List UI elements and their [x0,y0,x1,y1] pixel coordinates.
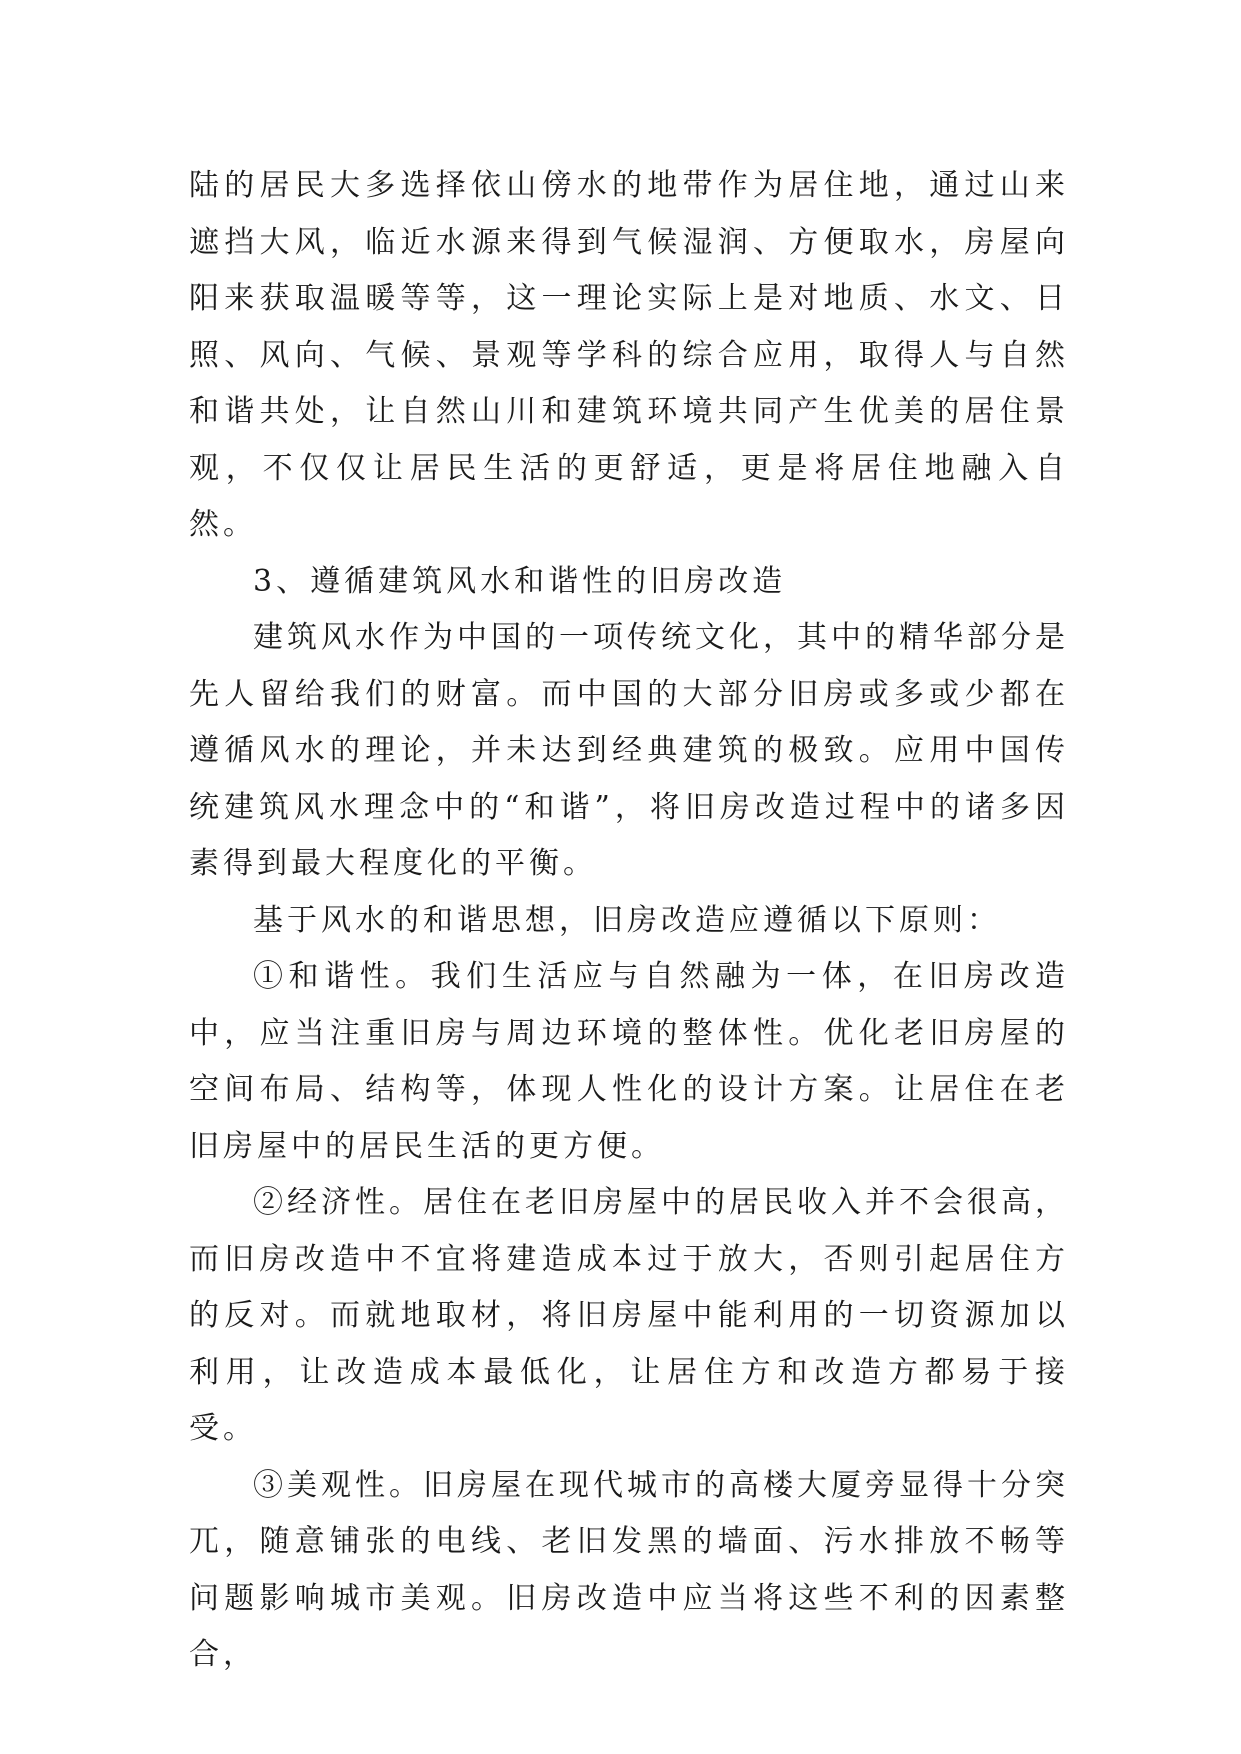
paragraph: 基于风水的和谐思想，旧房改造应遵循以下原则： [253,902,1001,938]
principle-harmony: ①和谐性。我们生活应与自然融为一体，在旧房改造中，应当注重旧房与周边环境的整体性。优化老旧房屋的空间布局、结构等，体现人性化的设计方案。让居住在老旧房屋中的居民生活的更方便。 [189,959,1069,1164]
paragraph: 建筑风水作为中国的一项传统文化，其中的精华部分是先人留给我们的财富。而中国的大部分旧房或多或少都在遵循风水的理论，并未达到经典建筑的极致。应用中国传统建筑风水理念中的“和谐”，将旧房改造过程中的诸多因素得到最大程度化的平衡。 [189,620,1069,881]
principle-economy: ②经济性。居住在老旧房屋中的居民收入并不会很高，而旧房改造中不宜将建造成本过于放大，否则引起居住方的反对。而就地取材，将旧房屋中能利用的一切资源加以利用，让改造成本最低化，让居住方和改造方都易于接受。 [189,1185,1069,1446]
body-text [189,158,1069,1684]
paragraph-continuation: 陆的居民大多选择依山傍水的地带作为居住地，通过山来遮挡大风，临近水源来得到气候湿润、方便取水，房屋向阳来获取温暖等等，这一理论实际上是对地质、水文、日照、风向、气候、景观等学科的综合应用，取得人与自然和谐共处，让自然山川和建筑环境共同产生优美的居住景观，不仅仅让居民生活的更舒适，更是将居住地融入自然。 [189,168,1069,542]
section-heading: 3、遵循建筑风水和谐性的旧房改造 [253,563,787,599]
principle-aesthetics: ③美观性。旧房屋在现代城市的高楼大厦旁显得十分突兀，随意铺张的电线、老旧发黑的墙面、污水排放不畅等问题影响城市美观。旧房改造中应当将这些不利的因素整合， [189,1467,1069,1672]
